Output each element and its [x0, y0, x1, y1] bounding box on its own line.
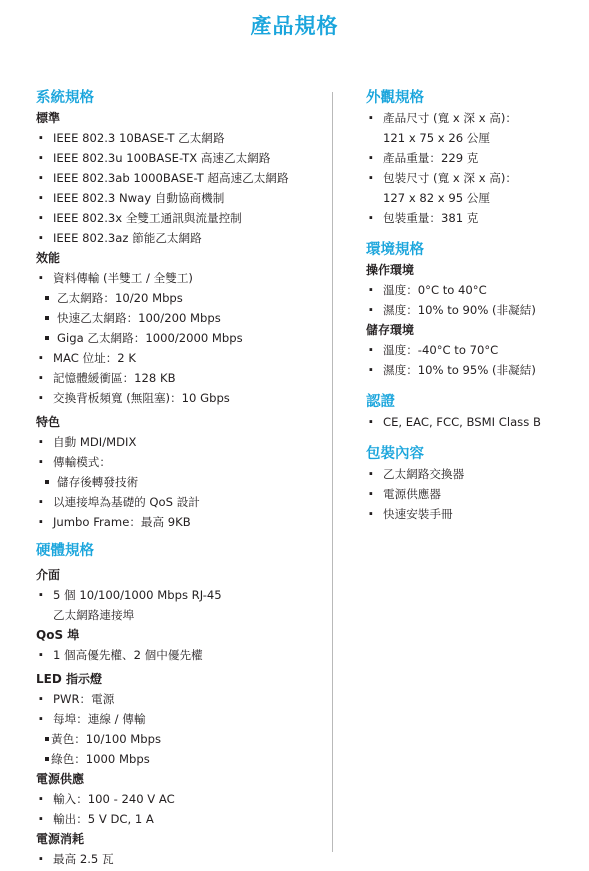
page-title: 產品規格 — [250, 14, 339, 38]
list-subitem: 黃色：10/100 Mbps — [36, 729, 332, 749]
list-item: · 傳輸模式： — [36, 452, 332, 472]
list-item-continuation: 127 x 82 x 95 公厘 — [383, 191, 490, 205]
subsection-title-qos: QoS 埠 — [36, 628, 80, 642]
list-item: · 快速安裝手冊 — [366, 504, 576, 524]
list-item: · 產品重量：229 克 — [366, 148, 576, 168]
list-item: · 包裝重量：381 克 — [366, 208, 576, 228]
list-item: · IEEE 802.3ab 1000BASE-T 超高速乙太網路 — [36, 168, 332, 188]
list-item: · 5 個 10/100/1000 Mbps RJ-45 — [36, 585, 332, 605]
list-subitem: 快速乙太網路：100/200 Mbps — [36, 308, 332, 328]
section-title-system: 系統規格 — [36, 90, 94, 106]
list-item: · 交換背板頻寬 (無阻塞)：10 Gbps — [36, 388, 332, 408]
list-item: · IEEE 802.3az 節能乙太網路 — [36, 228, 332, 248]
list-subitem: 儲存後轉發技術 — [36, 472, 332, 492]
right-column — [366, 88, 576, 524]
list-item: · 包裝尺寸 (寬 x 深 x 高)： — [366, 168, 576, 188]
subsection-title-standard: 標準 — [36, 111, 61, 125]
list-item: · IEEE 802.3 10BASE-T 乙太網路 — [36, 128, 332, 148]
list-item: · 自動 MDI/MDIX — [36, 432, 332, 452]
subsection-title-power-supply: 電源供應 — [36, 772, 85, 786]
section-title-appearance: 外觀規格 — [366, 90, 424, 106]
list-item: · 溫度：-40°C to 70°C — [366, 340, 576, 360]
list-item: · 輸出：5 V DC, 1 A — [36, 809, 332, 829]
column-divider — [332, 92, 333, 852]
subsection-title-operating: 操作環境 — [366, 263, 415, 277]
subsection-title-led: LED 指示燈 — [36, 672, 102, 686]
section-title-hardware: 硬體規格 — [36, 543, 94, 559]
list-item: · 資料傳輸 (半雙工 / 全雙工) — [36, 268, 332, 288]
list-item: · IEEE 802.3x 全雙工通訊與流量控制 — [36, 208, 332, 228]
list-item: · 乙太網路交換器 — [366, 464, 576, 484]
list-item: · 濕度：10% to 90% (非凝結) — [366, 300, 576, 320]
list-item: · 每埠：連線 / 傳輸 — [36, 709, 332, 729]
subsection-title-features: 特色 — [36, 415, 61, 429]
subsection-title-power-consumption: 電源消耗 — [36, 832, 85, 846]
list-item: · 濕度：10% to 95% (非凝結) — [366, 360, 576, 380]
list-item: · MAC 位址：2 K — [36, 348, 332, 368]
list-item: · IEEE 802.3 Nway 自動協商機制 — [36, 188, 332, 208]
list-item: · Jumbo Frame：最高 9KB — [36, 512, 332, 532]
list-subitem: Giga 乙太網路：1000/2000 Mbps — [36, 328, 332, 348]
list-subitem: 乙太網路：10/20 Mbps — [36, 288, 332, 308]
list-item: · 溫度：0°C to 40°C — [366, 280, 576, 300]
list-item: · IEEE 802.3u 100BASE-TX 高速乙太網路 — [36, 148, 332, 168]
section-title-package: 包裝內容 — [366, 446, 424, 462]
list-item: · PWR：電源 — [36, 689, 332, 709]
list-item-continuation: 121 x 75 x 26 公厘 — [383, 131, 490, 145]
section-title-environment: 環境規格 — [366, 242, 424, 258]
list-subitem: 綠色：1000 Mbps — [36, 749, 332, 769]
subsection-title-performance: 效能 — [36, 251, 61, 265]
left-column — [36, 88, 332, 869]
list-item-continuation: 乙太網路連接埠 — [53, 608, 135, 622]
section-title-certification: 認證 — [366, 394, 395, 410]
list-item: · 以連接埠為基礎的 QoS 設計 — [36, 492, 332, 512]
list-item: · 電源供應器 — [366, 484, 576, 504]
subsection-title-interface: 介面 — [36, 568, 61, 582]
list-item: · 1 個高優先權、2 個中優先權 — [36, 645, 332, 665]
list-item: · 記憶體緩衝區：128 KB — [36, 368, 332, 388]
list-item: · 產品尺寸 (寬 x 深 x 高)： — [366, 108, 576, 128]
list-item: · 最高 2.5 瓦 — [36, 849, 332, 869]
subsection-title-storage: 儲存環境 — [366, 323, 415, 337]
list-item: · CE, EAC, FCC, BSMI Class B — [366, 412, 576, 432]
list-item: · 輸入：100 - 240 V AC — [36, 789, 332, 809]
